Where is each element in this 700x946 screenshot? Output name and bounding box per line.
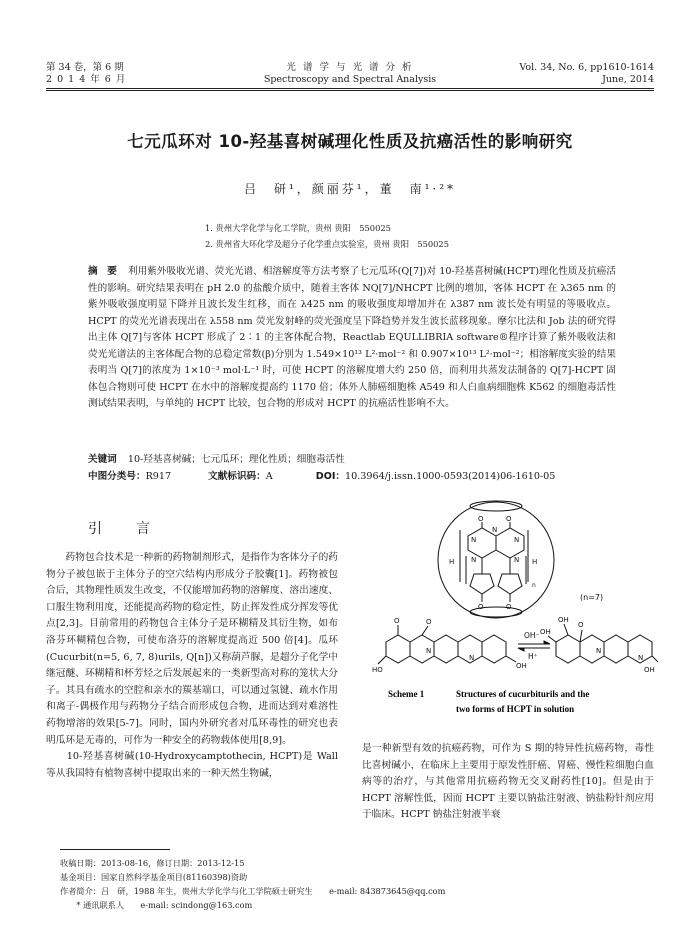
svg-text:n: n bbox=[532, 582, 536, 589]
journal-volume: 第 34 卷，第 6 期 bbox=[46, 62, 124, 73]
intro-paragraph-2: 10-羟基喜树碱(10-Hydroxycamptothecin, HCPT)是 Wall 等从我国特有植物喜树中提取出来的一种天然生物碱， bbox=[46, 751, 338, 779]
scheme-1-figure bbox=[368, 492, 660, 724]
footnote-funding: 基金项目：国家自然科学基金项目(81160398)资助 bbox=[60, 872, 248, 882]
journal-pages: Vol. 34, No. 6, pp1610-1614 bbox=[519, 62, 654, 73]
equilibrium-arrows bbox=[518, 641, 550, 651]
hcpt-lactone-structure bbox=[378, 625, 516, 664]
n-label: (n=7) bbox=[580, 593, 604, 602]
paper-title: 七元瓜环对 10-羟基喜树碱理化性质及抗癌活性的影响研究 bbox=[127, 132, 573, 151]
journal-name-en: Spectroscopy and Spectral Analysis bbox=[263, 74, 437, 85]
svg-text:OH: OH bbox=[540, 628, 551, 636]
affiliation-2: 2. 贵州省大环化学及超分子化学重点实验室，贵州 贵阳 550025 bbox=[205, 239, 449, 249]
doi-label: DOI： bbox=[315, 471, 346, 482]
intro-paragraph-1: 药物包合技术是一种新的药物制剂形式，是指作为客体分子的药物分子被包嵌于主体分子的空穴结构内形成分子胶囊[1]。药物被包合后，其物理性质发生改变，不仅能增加药物的溶解度、溶出速度、口服生物利用度，还能提高药物的稳定性，防止挥发性成分挥发等优点[2,3]。目前常用的药物包合主体分子是环糊精及其衍生物，如布洛芬环糊精包合物，可使布洛芬的溶解度提高近 500 倍[4]。瓜环(Cucurbit(n=5, 6, 7, 8)urils, Q[n])又称葫芦脲，是超分子化学中继冠醚、环糊精和杯芳烃之后发展起来的一类新型高对称的笼状大分子。其具有疏水的空腔和亲水的羰基端口，可以通过氢键、疏水作用和离子-偶极作用与药物分子结合而形成包合物，进而达到对难溶性药物增溶的效果[5-7]。同时，国内外研究者对瓜环毒性的研究也表明瓜环是无毒的，可作为一种安全的药物载体使用[8,9]。 bbox=[46, 552, 338, 746]
svg-text:N: N bbox=[469, 654, 475, 662]
header-rule bbox=[46, 88, 654, 89]
journal-month: June, 2014 bbox=[602, 74, 654, 85]
svg-text:N: N bbox=[514, 556, 520, 564]
abstract-label: 摘 要 bbox=[88, 266, 117, 277]
svg-text:H: H bbox=[449, 558, 455, 566]
classification bbox=[88, 469, 616, 485]
doc-code-label: 文献标识码： bbox=[208, 471, 266, 482]
abstract bbox=[88, 264, 616, 413]
footnote-rule bbox=[60, 849, 170, 850]
svg-text:H: H bbox=[532, 558, 538, 566]
svg-text:N: N bbox=[514, 536, 520, 544]
section-title: 引 言 bbox=[88, 521, 160, 537]
svg-text:HO: HO bbox=[372, 666, 383, 674]
scheme-caption-label: Scheme 1 bbox=[388, 689, 425, 699]
footnote-received: 收稿日期：2013-08-16，修订日期：2013-12-15 bbox=[60, 858, 245, 868]
abstract-text: 利用紫外吸收光谱、荧光光谱、相溶解度等方法考察了七元瓜环(Q[7])对 10-羟基喜树碱(HCPT)理化性质及抗癌活性的影响。研究结果表明在 pH 2.0 的盐酸介质中，随着主客体 NQ[7]/NHCPT 比例的增加，客体 HCPT 在 λ365 nm 的紫外吸收强度明显下降并且波长发生红移，而在 λ425 nm 的吸收强度却增加并在 λ387 nm 波长处有明显的等吸收点。HCPT 的荧光光谱表现出在 λ558 nm 荧光发射峰的荧光强度呈下降趋势并发生波长蓝移现象。摩尔比法和 Job 法的研究得出主体 Q[7]与客体 HCPT 形成了 2∶1 的主客体配合物，Reactlab EQULLIBRIA software®程序计算了紫外吸收法和荧光光谱法的主客体配合物的总稳定常数(β)分别为 1.549×10¹³ L²·mol⁻² 和 0.907×10¹³ L²·mol⁻²；相溶解度实验的结果表明当 Q[7]的浓度为 1×10⁻³ mol·L⁻¹ 时，可使 HCPT 的溶解度增大约 250 倍，而利用共蒸发法制备的 Q[7]-HCPT 固体包合物则可使 HCPT 在水中的溶解度提高约 1170 倍；体外人肺癌细胞株 A549 和人白血病细胞株 K562 的细胞毒活性测试结果表明，与单纯的 HCPT 比较，包合物的形成对 HCPT 的抗癌活性影响不大。 bbox=[88, 266, 616, 409]
authors: 吕 研¹，颜丽芬¹，董 南¹·²* bbox=[243, 182, 457, 196]
svg-text:O: O bbox=[426, 618, 432, 626]
intro-left-column bbox=[46, 550, 338, 782]
scheme-caption-line2: two forms of HCPT in solution bbox=[456, 704, 575, 714]
svg-text:O: O bbox=[578, 621, 584, 629]
svg-text:O: O bbox=[478, 515, 484, 523]
affiliation-1: 1. 贵州大学化学与化工学院，贵州 贵阳 550025 bbox=[205, 223, 391, 233]
svg-text:OH: OH bbox=[644, 666, 655, 674]
svg-text:N: N bbox=[638, 654, 644, 662]
doi-value: 10.3964/j.issn.1000-0593(2014)06-1610-05 bbox=[345, 471, 556, 482]
svg-text:OH: OH bbox=[558, 616, 569, 624]
svg-text:O: O bbox=[394, 617, 400, 625]
svg-text:N: N bbox=[492, 526, 498, 534]
journal-date: 2 0 1 4 年 6 月 bbox=[46, 74, 127, 85]
svg-text:OH: OH bbox=[516, 662, 527, 670]
svg-text:O: O bbox=[506, 603, 512, 611]
keywords bbox=[88, 452, 616, 468]
keywords-label: 关键词 bbox=[88, 454, 117, 465]
clc-value: R917 bbox=[145, 471, 172, 482]
keywords-text: 10-羟基喜树碱；七元瓜环；理化性质；细胞毒活性 bbox=[127, 454, 345, 465]
svg-text:N: N bbox=[426, 647, 432, 655]
clc-label: 中图分类号： bbox=[88, 471, 146, 482]
journal-name-cn: 光 谱 学 与 光 谱 分 析 bbox=[286, 62, 414, 73]
doc-code-value: A bbox=[265, 471, 273, 482]
svg-text:N: N bbox=[596, 647, 602, 655]
svg-text:N: N bbox=[471, 536, 477, 544]
scheme-caption-line1: Structures of cucurbiturils and the bbox=[456, 689, 590, 699]
footnote-author: 作者简介：吕 研，1988 年生，贵州大学化学与化工学院硕士研究生 e-mail: 843873645@qq.com bbox=[60, 886, 446, 896]
svg-text:O: O bbox=[506, 515, 512, 523]
svg-text:N: N bbox=[471, 556, 477, 564]
footnote-contact: * 通讯联系人 e-mail: scindong@163.com bbox=[60, 900, 253, 910]
header-rule-2 bbox=[46, 90, 654, 91]
svg-text:O: O bbox=[478, 603, 484, 611]
intro-right-column: 是一种新型有效的抗癌药物，可作为 S 期的特异性抗癌药物，毒性比喜树碱小，在临床上主要用于原发性肝癌、胃癌、慢性粒细胞白血病等的治疗，与其他常用抗癌药物无交叉耐药性[10]。但是由于 HCPT 溶解性低，因而 HCPT 主要以钠盐注射液、钠盐粉针剂应用于临床。HCPT 钠盐注射液半衰 bbox=[362, 743, 654, 821]
oh-minus-label: OH⁻ bbox=[524, 631, 540, 640]
h-plus-label: H⁺ bbox=[528, 652, 538, 661]
